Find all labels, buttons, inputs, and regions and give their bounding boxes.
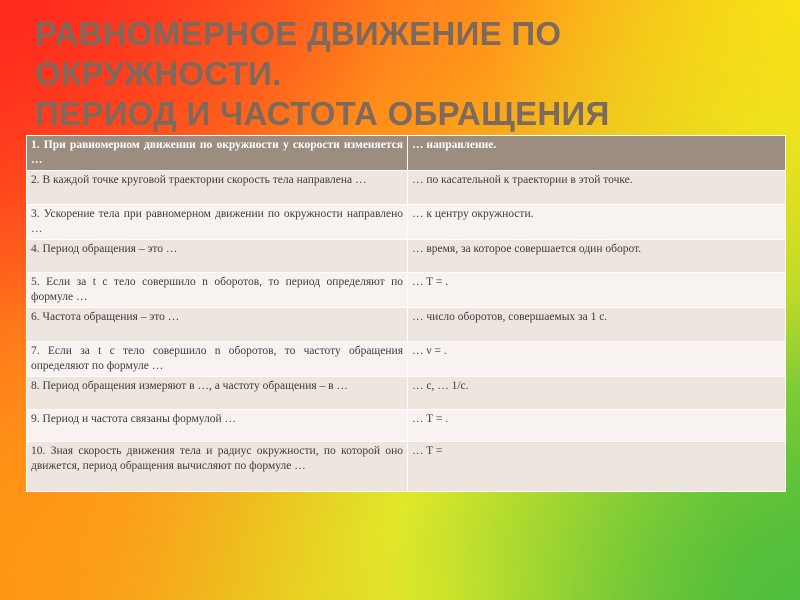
slide-title-line: ПЕРИОД И ЧАСТОТА ОБРАЩЕНИЯ bbox=[35, 95, 610, 132]
table-row bbox=[27, 205, 786, 240]
table-row bbox=[27, 342, 786, 377]
question-cell: 4. Период обращения – это … bbox=[27, 240, 408, 273]
question-cell: 3. Ускорение тела при равномерном движении по окружности направлено … bbox=[27, 205, 408, 240]
question-cell: 7. Если за t с тело совершило n оборотов, то частоту обращения определяют по формуле … bbox=[27, 342, 408, 377]
table-row bbox=[27, 410, 786, 442]
question-cell: 10. Зная скорость движения тела и радиус окружности, по которой оно движется, период обращения вычисляют по формуле … bbox=[27, 442, 408, 492]
question-cell: 8. Период обращения измеряют в …, а частоту обращения – в … bbox=[27, 377, 408, 410]
answer-cell: … с, … 1/с. bbox=[408, 377, 786, 410]
table-row bbox=[27, 273, 786, 308]
answer-cell: … T = bbox=[408, 442, 786, 492]
question-cell: 6. Частота обращения – это … bbox=[27, 308, 408, 342]
slide-title-line: РАВНОМЕРНОЕ ДВИЖЕНИЕ ПО bbox=[35, 15, 562, 52]
question-cell: 5. Если за t с тело совершило n оборотов, то период определяют по формуле … bbox=[27, 273, 408, 308]
table-row bbox=[27, 308, 786, 342]
answer-cell: … по касательной к траектории в этой точке. bbox=[408, 171, 786, 205]
answer-cell: … число оборотов, совершаемых за 1 с. bbox=[408, 308, 786, 342]
question-cell: 1. При равномерном движении по окружности у скорости изменяется … bbox=[27, 136, 408, 171]
table-row bbox=[27, 240, 786, 273]
answer-cell: … время, за которое совершается один оборот. bbox=[408, 240, 786, 273]
table-row bbox=[27, 171, 786, 205]
table-row bbox=[27, 136, 786, 171]
slide-title-line: ОКРУЖНОСТИ. bbox=[35, 55, 282, 92]
answer-cell: … направление. bbox=[408, 136, 786, 171]
slide-title bbox=[35, 14, 610, 134]
question-cell: 2. В каждой точке круговой траектории скорость тела направлена … bbox=[27, 171, 408, 205]
answer-cell: … к центру окружности. bbox=[408, 205, 786, 240]
answer-cell: … ν = . bbox=[408, 342, 786, 377]
qa-table bbox=[26, 135, 786, 492]
table-row bbox=[27, 442, 786, 492]
answer-cell: … T = . bbox=[408, 273, 786, 308]
table-row bbox=[27, 377, 786, 410]
question-cell: 9. Период и частота связаны формулой … bbox=[27, 410, 408, 442]
answer-cell: … T = . bbox=[408, 410, 786, 442]
